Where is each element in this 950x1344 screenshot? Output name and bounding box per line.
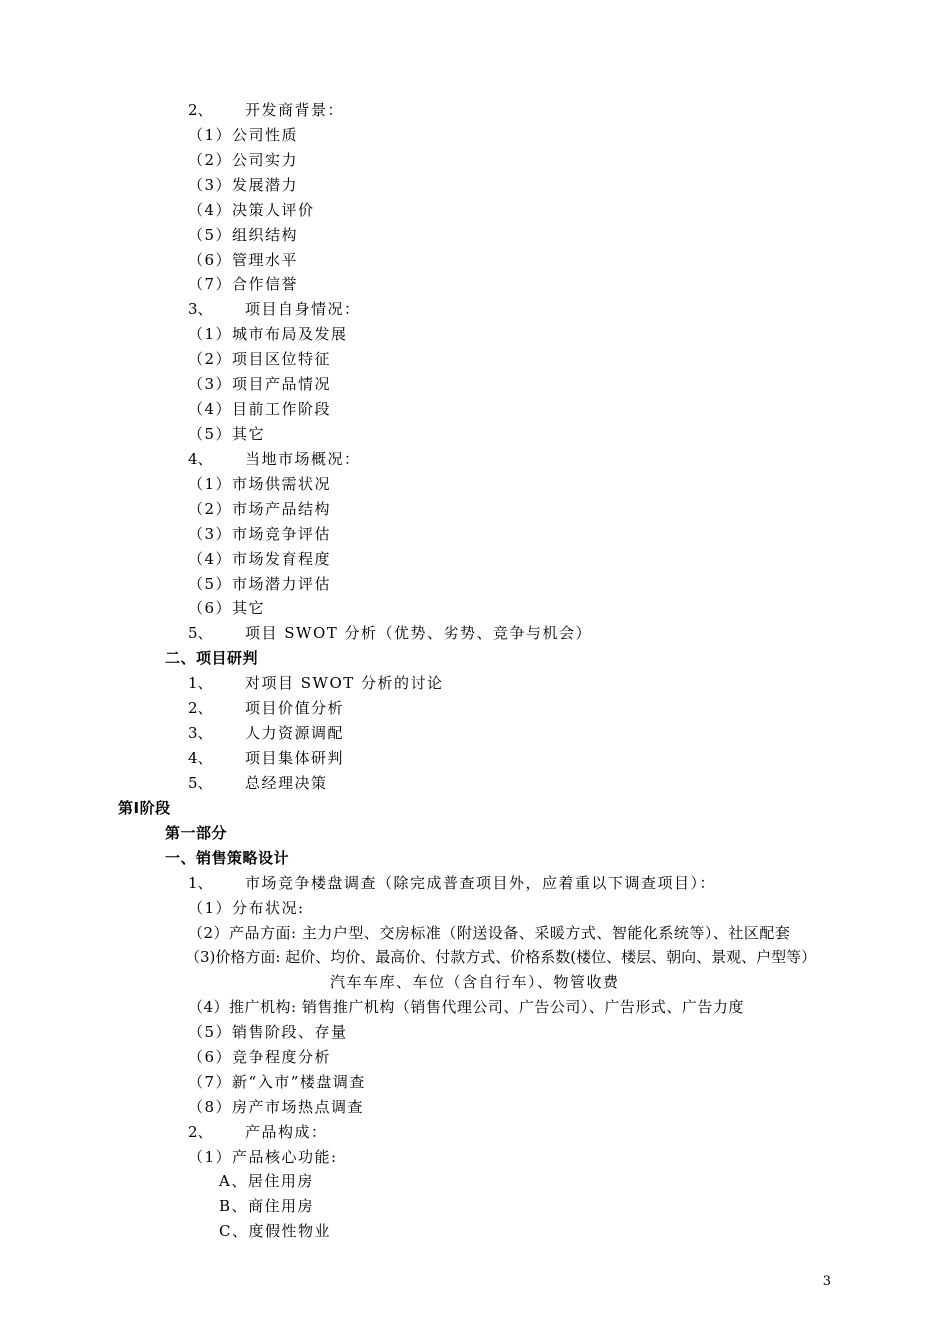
part-heading: 第一部分 (165, 824, 228, 842)
list-item: 3、 人力资源调配 (188, 724, 345, 742)
list-item: C、度假性物业 (219, 1222, 331, 1240)
section-heading-4: 4、 当地市场概况： (188, 450, 361, 468)
list-item: （5）其它 (188, 425, 266, 443)
list-item: （5）组织结构 (188, 226, 299, 244)
section-heading-3: 3、 项目自身情况： (188, 300, 361, 318)
list-item: （1）城市布局及发展 (188, 325, 348, 343)
heading-sales-strategy: 一、销售策略设计 (165, 849, 290, 867)
page-number: 3 (822, 1274, 831, 1289)
list-item: （1）市场供需状况 (188, 475, 332, 493)
list-item: B、商住用房 (219, 1197, 315, 1215)
list-item: （2）市场产品结构 (188, 500, 332, 518)
list-item-continuation: 汽车车库、车位（含自行车）、物管收费 (330, 973, 620, 991)
list-item: 1、 对项目 SWOT 分析的讨论 (188, 674, 444, 692)
list-item: （4）市场发育程度 (188, 550, 332, 568)
list-item: （1）分布状况: (188, 899, 305, 917)
list-item: （5）销售阶段、存量 (188, 1023, 348, 1041)
list-item: （6）管理水平 (188, 251, 299, 269)
list-item: （8）房产市场热点调查 (188, 1098, 365, 1116)
list-item: （2）项目区位特征 (188, 350, 332, 368)
stage-heading: 第Ⅰ阶段 (118, 799, 171, 817)
section-heading-5: 5、 项目 SWOT 分析（优势、劣势、竞争与机会） (188, 624, 593, 642)
list-item: （3)价格方面: 起价、均价、最高价、付款方式、价格系数(楼位、楼层、朝向、景观、户型等） (185, 948, 817, 966)
list-item: （3）市场竞争评估 (188, 525, 332, 543)
list-item: （3）发展潜力 (188, 176, 299, 194)
heading-project-review: 二、项目研判 (165, 649, 259, 667)
list-item: 2、 项目价值分析 (188, 699, 345, 717)
list-item: （1）产品核心功能: (188, 1148, 338, 1166)
list-item: （2）产品方面: 主力户型、交房标准（附送设备、采暖方式、智能化系统等）、社区配套 (188, 924, 791, 942)
list-item: （1）公司性质 (188, 126, 299, 144)
list-item: 4、 项目集体研判 (188, 749, 345, 767)
list-item: 5、 总经理决策 (188, 774, 328, 792)
list-item: （6）竞争程度分析 (188, 1048, 332, 1066)
list-item: （4）目前工作阶段 (188, 400, 332, 418)
list-item: （4）决策人评价 (188, 201, 315, 219)
list-item: （2）公司实力 (188, 151, 299, 169)
list-item: （3）项目产品情况 (188, 375, 332, 393)
list-item: （5）市场潜力评估 (188, 575, 332, 593)
list-item: （7）合作信誉 (188, 275, 299, 293)
subsection-heading-2: 2、 产品构成： (188, 1123, 328, 1141)
section-heading-2: 2、 开发商背景： (188, 101, 345, 119)
list-item: A、居住用房 (219, 1172, 314, 1190)
list-item: （7）新“入市”楼盘调查 (188, 1073, 366, 1091)
list-item: （4）推广机构: 销售推广机构（销售代理公司、广告公司）、广告形式、广告力度 (188, 998, 744, 1016)
subsection-heading-1: 1、 市场竞争楼盘调查（除完成普查项目外，应着重以下调查项目）： (188, 874, 717, 892)
list-item: （6）其它 (188, 599, 266, 617)
